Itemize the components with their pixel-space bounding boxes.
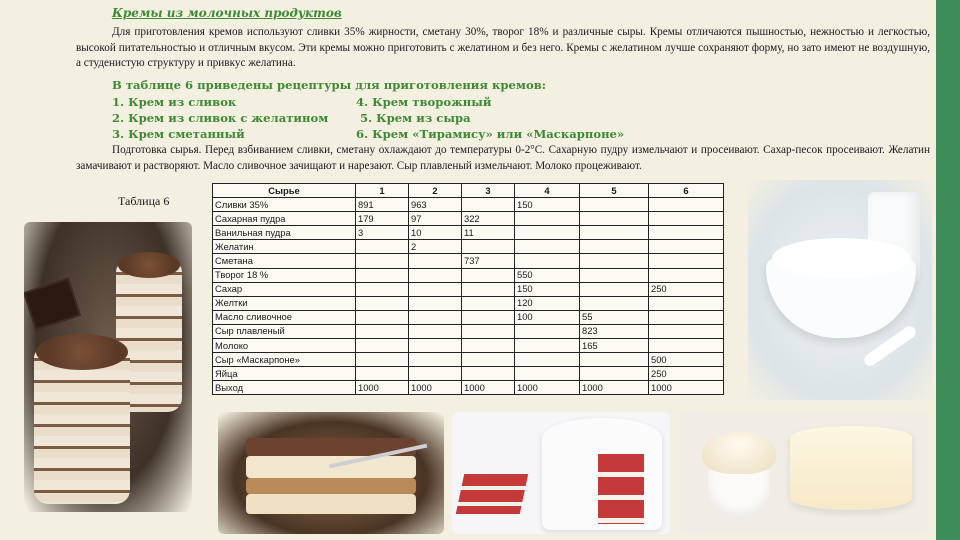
quantity-cell: 1000 [580, 381, 649, 395]
quantity-cell [462, 198, 515, 212]
biscuit-layer [246, 478, 416, 494]
quantity-cell [356, 254, 409, 268]
quantity-cell: 11 [462, 226, 515, 240]
quantity-cell [649, 198, 724, 212]
quantity-cell [462, 268, 515, 282]
quantity-cell [649, 212, 724, 226]
cake-cut-section [598, 454, 644, 524]
quantity-cell: 120 [515, 296, 580, 310]
ingredient-cell: Сыр плавленый [213, 324, 356, 338]
quantity-cell [580, 212, 649, 226]
dessert-glass [708, 470, 770, 518]
ingredient-cell: Сметана [213, 254, 356, 268]
cocoa-topping [36, 334, 128, 370]
quantity-cell: 55 [580, 310, 649, 324]
cake-slice [456, 474, 529, 514]
ingredient-cell: Сливки 35% [213, 198, 356, 212]
recipe-table [212, 183, 724, 395]
quantity-cell: 3 [356, 226, 409, 240]
table-row [213, 268, 724, 282]
quantity-cell [409, 268, 462, 282]
recipe-1: 1. Крем из сливок [112, 95, 237, 109]
table-row [213, 324, 724, 338]
quantity-cell: 1000 [649, 381, 724, 395]
quantity-cell [515, 339, 580, 353]
quantity-cell [515, 254, 580, 268]
preparation-paragraph: Подготовка сырья. Перед взбиванием сливки, сметану охлаждают до температуры 0-2°С. Сахарную пудру измельчают и просеивают. Сахар-песок просеивают. Желатин замачивают и растворяют. Масло сливочное зачищают и нарезают. Сыр плавленый измельчают. Молоко процеживают. [76, 144, 930, 172]
quantity-cell: 963 [409, 198, 462, 212]
quantity-cell: 250 [649, 282, 724, 296]
quantity-cell [649, 339, 724, 353]
table-row [213, 198, 724, 212]
quantity-cell [409, 296, 462, 310]
quantity-cell: 1000 [409, 381, 462, 395]
tiramisu-glasses-photo [24, 222, 192, 512]
quantity-cell [580, 268, 649, 282]
table-row [213, 212, 724, 226]
quantity-cell [515, 367, 580, 381]
quantity-cell [649, 254, 724, 268]
table-header-row [213, 184, 724, 198]
mascarpone-layer [246, 494, 416, 514]
quantity-cell [356, 240, 409, 254]
recipe-4: 4. Крем творожный [356, 95, 492, 109]
ingredient-cell: Ванильная пудра [213, 226, 356, 240]
quantity-cell [356, 310, 409, 324]
quantity-cell [356, 282, 409, 296]
quantity-cell [580, 353, 649, 367]
chocolate-piece [24, 278, 81, 331]
quantity-cell [580, 282, 649, 296]
quantity-cell [649, 296, 724, 310]
quantity-cell [649, 324, 724, 338]
quantity-cell: 500 [649, 353, 724, 367]
red-velvet-cake-photo [452, 412, 670, 534]
sour-cream-swirl [772, 238, 910, 278]
quantity-cell [462, 367, 515, 381]
quantity-cell: 165 [580, 339, 649, 353]
ingredient-cell: Выход [213, 381, 356, 395]
quantity-cell [409, 324, 462, 338]
quantity-cell: 100 [515, 310, 580, 324]
quantity-cell [515, 240, 580, 254]
quantity-cell: 150 [515, 282, 580, 296]
quantity-cell [515, 226, 580, 240]
tiramisu-slice-photo [218, 412, 444, 534]
quantity-cell [356, 296, 409, 310]
recipe-2: 2. Крем из сливок с желатином [112, 111, 329, 125]
cocoa-topping [118, 252, 180, 278]
ingredient-cell: Молоко [213, 339, 356, 353]
quantity-cell [462, 282, 515, 296]
table-row [213, 367, 724, 381]
header-cell: 3 [462, 184, 515, 198]
table-row [213, 254, 724, 268]
header-cell: Сырье [213, 184, 356, 198]
quantity-cell [356, 367, 409, 381]
quantity-cell [580, 240, 649, 254]
table-intro: В таблице 6 приведены рецептуры для приготовления кремов: [112, 78, 547, 92]
header-cell: 5 [580, 184, 649, 198]
ingredient-cell: Творог 18 % [213, 268, 356, 282]
quantity-cell [649, 310, 724, 324]
intro-paragraph: Для приготовления кремов используют сливки 35% жирности, сметану 30%, творог 18% и различные сыры. Кремы отличаются пышностью, нежностью и легкостью, высокой питательностью и отличным вкусом. Эти кремы можно приготовить с желатином и без него. Кремы с желатином лучше сохраняют форму, но зато имеют не воздушную, а студенистую структуру и привкус желатина. [76, 26, 930, 70]
quantity-cell [462, 353, 515, 367]
quantity-cell [462, 324, 515, 338]
quantity-cell [515, 324, 580, 338]
header-cell: 4 [515, 184, 580, 198]
quantity-cell: 179 [356, 212, 409, 226]
table-row [213, 226, 724, 240]
quantity-cell [580, 367, 649, 381]
header-cell: 1 [356, 184, 409, 198]
ingredient-cell: Желтки [213, 296, 356, 310]
ingredient-cell: Сахар [213, 282, 356, 296]
quantity-cell [462, 339, 515, 353]
quantity-cell [580, 254, 649, 268]
side-accent-bar [936, 0, 960, 540]
quantity-cell [409, 353, 462, 367]
table-row [213, 240, 724, 254]
table-row [213, 310, 724, 324]
header-cell: 2 [409, 184, 462, 198]
quantity-cell [409, 254, 462, 268]
quantity-cell [409, 282, 462, 296]
ingredient-cell: Сахарная пудра [213, 212, 356, 226]
table-row [213, 381, 724, 395]
quantity-cell [649, 268, 724, 282]
quantity-cell [409, 339, 462, 353]
quantity-cell [356, 339, 409, 353]
quantity-cell: 737 [462, 254, 515, 268]
quantity-cell [580, 226, 649, 240]
quantity-cell: 550 [515, 268, 580, 282]
page-title: Кремы из молочных продуктов [112, 6, 342, 20]
quantity-cell [462, 310, 515, 324]
quantity-cell [515, 212, 580, 226]
sour-cream-bowl-photo [748, 180, 932, 400]
quantity-cell: 2 [409, 240, 462, 254]
quantity-cell: 150 [515, 198, 580, 212]
quantity-cell [462, 296, 515, 310]
whipped-cream-swirl [702, 432, 776, 474]
cream-dessert-photo [680, 412, 928, 534]
quantity-cell [409, 310, 462, 324]
quantity-cell: 1000 [356, 381, 409, 395]
quantity-cell [356, 268, 409, 282]
table-caption: Таблица 6 [118, 194, 170, 208]
quantity-cell: 322 [462, 212, 515, 226]
quantity-cell [580, 198, 649, 212]
quantity-cell [515, 353, 580, 367]
quantity-cell: 250 [649, 367, 724, 381]
quantity-cell: 10 [409, 226, 462, 240]
recipe-6: 6. Крем «Тирамису» или «Маскарпоне» [356, 127, 625, 141]
quantity-cell: 1000 [462, 381, 515, 395]
table-row [213, 339, 724, 353]
mascarpone-cheese [790, 426, 912, 510]
ingredient-cell: Яйца [213, 367, 356, 381]
table-row [213, 296, 724, 310]
quantity-cell [649, 226, 724, 240]
table-row [213, 353, 724, 367]
quantity-cell [649, 240, 724, 254]
header-cell: 6 [649, 184, 724, 198]
quantity-cell [356, 324, 409, 338]
ingredient-cell: Сыр «Маскарпоне» [213, 353, 356, 367]
ingredient-cell: Масло сливочное [213, 310, 356, 324]
quantity-cell: 1000 [515, 381, 580, 395]
quantity-cell: 823 [580, 324, 649, 338]
quantity-cell [409, 367, 462, 381]
dessert-glass-front [34, 348, 130, 504]
quantity-cell: 97 [409, 212, 462, 226]
table-row [213, 282, 724, 296]
recipe-5: 5. Крем из сыра [360, 111, 471, 125]
recipe-3: 3. Крем сметанный [112, 127, 245, 141]
quantity-cell [462, 240, 515, 254]
quantity-cell [356, 353, 409, 367]
ingredient-cell: Желатин [213, 240, 356, 254]
quantity-cell: 891 [356, 198, 409, 212]
quantity-cell [580, 296, 649, 310]
